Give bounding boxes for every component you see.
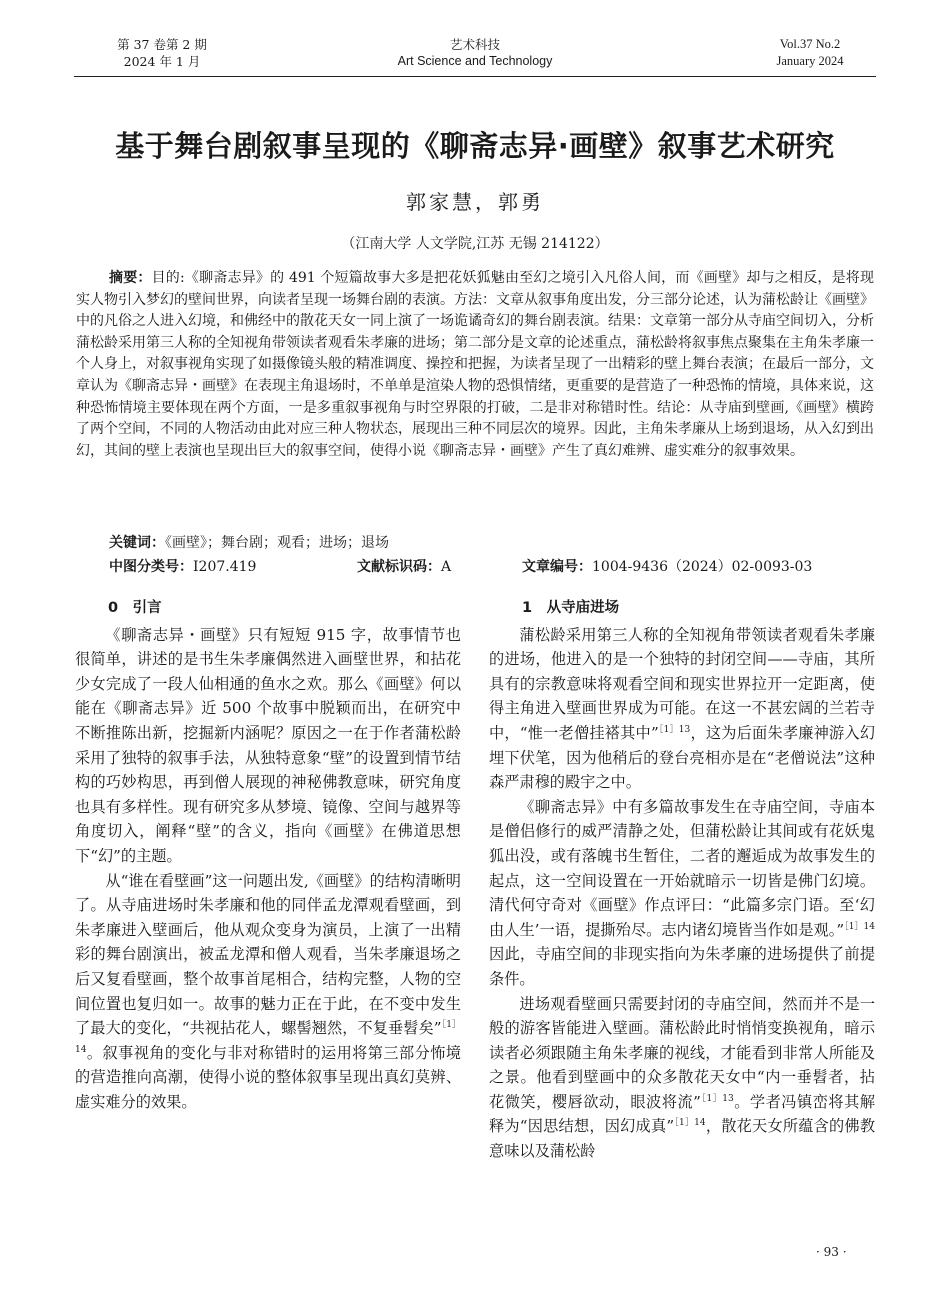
abstract-label: 摘要： xyxy=(109,270,152,286)
paragraph-text: 从“谁在看壁画”这一问题出发,《画壁》的结构清晰明了。从寺庙进场时朱孝廉和他的同伴孟龙潭观看壁画，到朱孝廉进入壁画后，他从观众变身为演员，上演了一出精彩的舞台剧演出，被孟龙潭和僧人观看，当朱孝廉退场之后又复看壁画，整个故事首尾相合，结构完整，人物的空间位置也复归如一。故事的魅力正在于此，在不变中发生了最大的变化，“共视拈花人，螺髻翘然，不复垂髫矣” xyxy=(75,871,461,1038)
clc-value: I207.419 xyxy=(193,559,257,575)
affiliation: （江南大学 人文学院,江苏 无锡 214122） xyxy=(341,236,609,252)
paragraph xyxy=(489,623,875,795)
paragraph-text: 。叙事视角的变化与非对称错时的运用将第三部分怖境的营造推向高潮，使得小说的整体叙事呈现出真幻莫辨、虚实难分的效果。 xyxy=(75,1043,461,1111)
paragraph-text: 。学者冯镇峦将其解释为“因思结想，因幻成真” xyxy=(489,1092,876,1136)
paragraph xyxy=(489,992,875,1164)
citation: ［1］13 xyxy=(700,1093,734,1104)
clc-label: 中图分类号： xyxy=(109,559,193,575)
article-value: 1004-9436（2024）02-0093-03 xyxy=(592,559,813,575)
authors: 郭家慧，郭勇 xyxy=(406,190,544,214)
right-column xyxy=(489,596,875,1164)
paragraph-text: 进场观看壁画只需要封闭的寺庙空间，然而并不是一般的游客皆能进入壁画。蒲松龄此时悄悄变换视角，暗示读者必须跟随主角朱孝廉的视线，才能看到非常人所能及之景。他看到壁画中的众多散花天女中“内一垂髫者，拈花微笑，樱唇欲动，眼波将流” xyxy=(489,994,875,1111)
citation: ［1］14 xyxy=(844,921,875,932)
journal-name-en: Art Science and Technology xyxy=(397,54,553,68)
page-number: · 93 · xyxy=(816,1245,847,1259)
header-rule xyxy=(74,76,876,77)
keywords-label: 关键词： xyxy=(109,535,165,551)
abstract-text: 目的:《聊斋志异》的 491 个短篇故事大多是把花妖狐魅由至幻之境引入凡俗人间，而《画壁》却与之相反，是将现实人物引入梦幻的壁间世界，向读者呈现一场舞台剧的表演。方法：文章从叙事角度出发，分三部分论述，认为蒲松龄让《画壁》中的凡俗之人进入幻境，和佛经中的散花天女一同上演了一场诡谲奇幻的舞台剧表演。结果：文章第一部分从寺庙空间切入，分析蒲松龄采用第三人称的全知视角带领读者观看朱孝廉的进场；第二部分是文章的论述重点，蒲松龄将叙事焦点聚集在主角朱孝廉一个人身上，对叙事视角实现了如摄像镜头般的精准调度、操控和把握，为读者呈现了一出精彩的壁上舞台表演；在最后一部分，文章认为《聊斋志异・画壁》在表现主角退场时，不单单是渲染人物的恐惧情绪，更重要的是营造了一种恐怖的情境，具体来说，这种恐怖情境主要体现在两个方面，一是多重叙事视角与时空界限的打破，二是非对称错时性。结论：从寺庙到壁画,《画壁》横跨了两个空间，不同的人物活动由此对应三种人物状态，展现出三种不同层次的境界。因此，主角朱孝廉从上场到退场，从入幻到出幻，其间的壁上表演也呈现出巨大的叙事空间，使得小说《聊斋志异・画壁》产生了真幻难辨、虚实难分的叙事效果。 xyxy=(76,270,874,459)
paragraph: 《聊斋志异・画壁》只有短短 915 字，故事情节也很简单，讲述的是书生朱孝廉偶然进入画壁世界，和拈花少女完成了一段人仙相通的鱼水之欢。那么《画壁》何以能在《聊斋志异》近 500 个故事中脱颖而出，在研究中不断推陈出新，挖掘新内涵呢？原因之一在于作者蒲松龄采用了独特的叙事手法，从独特意象“壁”的设置到情节结构的巧妙构思，再到僧人展现的神秘佛教意味，研究角度也具有多样性。现有研究多从梦境、镜像、空间与越界等角度切入，阐释“壁”的含义，指向《画壁》在佛道思想下“幻”的主题。 xyxy=(75,625,461,865)
paragraph-text: ，这为后面朱孝廉神游入幻埋下伏笔，因为他稍后的登台亮相亦是在“老僧说法”这种森严肃穆的殿宇之中。 xyxy=(489,723,876,792)
volume-issue-en-line: Vol.37 No.2 xyxy=(779,37,841,51)
paragraph xyxy=(75,869,461,1115)
article-label: 文章编号： xyxy=(522,559,592,575)
date-line: 2024 年 1 月 xyxy=(123,54,201,69)
journal-name xyxy=(375,36,575,70)
paragraph-text: 《聊斋志异》中有多篇故事发生在寺庙空间，寺庙本是僧侣修行的威严清静之处，但蒲松龄让其间或有花妖鬼狐出没，或有落魄书生暂住，二者的邂逅成为故事发生的起点，这一空间设置在一开始就暗示一切皆是佛门幻境。清代何守奇对《画壁》作点评曰：“此篇多宗门语。至‘幻由人生’一语，提撕殆尽。志内诸幻境皆当作如是观。” xyxy=(489,797,875,939)
journal-name-cn: 艺术科技 xyxy=(449,37,500,52)
section-heading-temple: 1 从寺庙进场 xyxy=(522,600,620,616)
date-en-line: January 2024 xyxy=(776,54,844,68)
paper-title: 基于舞台剧叙事呈现的《聊斋志异·画壁》叙事艺术研究 xyxy=(115,129,835,163)
journal-volume-issue xyxy=(92,36,232,70)
keywords xyxy=(109,533,869,553)
paragraph xyxy=(489,795,875,992)
clc-number xyxy=(109,557,256,577)
left-column xyxy=(75,596,461,1114)
keywords-text: 《画壁》；舞台剧；观看；进场；退场 xyxy=(165,535,389,551)
paragraph-text: 蒲松龄采用第三人称的全知视角带领读者观看朱孝廉的进场，他进入的是一个独特的封闭空间——寺庙，其所具有的宗教意味将观看空间和现实世界拉开一定距离，使得主角进入壁画世界成为可能。在这一不甚宏阔的兰若寺中，“惟一老僧挂褡其中” xyxy=(489,625,875,742)
doc-label: 文献标识码： xyxy=(357,559,441,575)
section-heading-introduction: 0 引言 xyxy=(108,600,162,616)
abstract xyxy=(76,268,874,462)
paragraph-text: 因此，寺庙空间的非现实指向为朱孝廉的进场提供了前提条件。 xyxy=(489,945,875,988)
citation: ［1］13 xyxy=(658,724,691,735)
citation: ［1］14 xyxy=(75,1020,462,1055)
doc-value: A xyxy=(441,559,452,575)
paragraph-text: ，散花天女所蕴含的佛教意味以及蒲松龄 xyxy=(489,1117,876,1161)
volume-issue-line: 第 37 卷第 2 期 xyxy=(117,37,207,52)
document-code xyxy=(357,557,451,577)
citation: ［1］14 xyxy=(674,1118,706,1129)
article-number xyxy=(522,557,812,577)
journal-volume-issue-en xyxy=(740,36,880,70)
